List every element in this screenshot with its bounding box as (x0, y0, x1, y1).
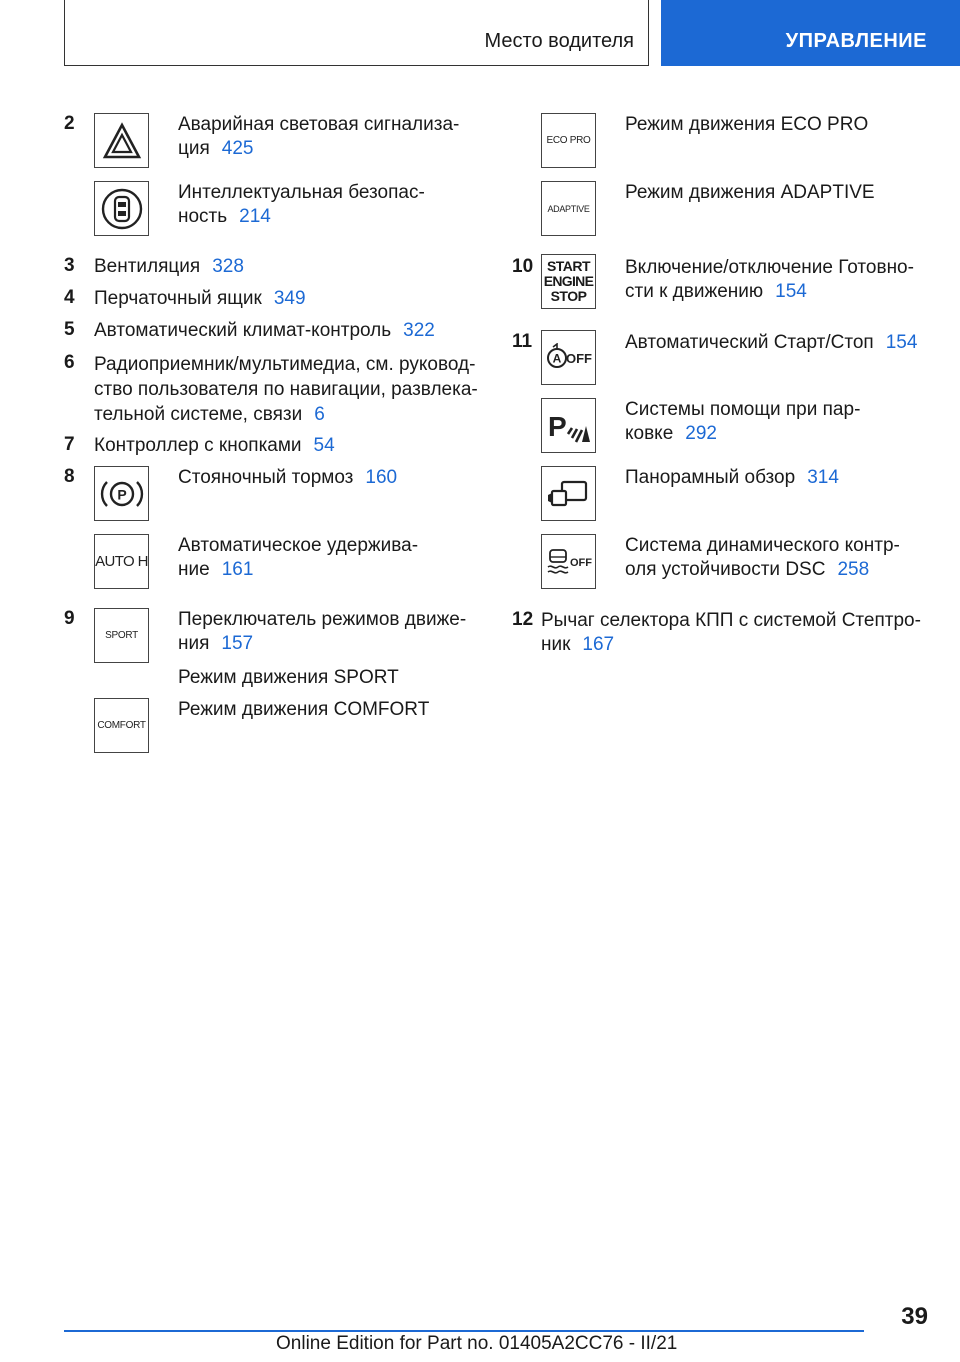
page-link[interactable]: 314 (807, 467, 839, 488)
svg-text:P: P (116, 486, 127, 502)
climate-text: Автоматический климат-контроль 322 (94, 320, 435, 341)
page-link[interactable]: 425 (221, 138, 254, 159)
auto-start-stop-text: Автоматический Старт/Стоп 154 (625, 332, 918, 353)
item-number: 11 (512, 331, 533, 352)
page-link[interactable]: 161 (221, 559, 254, 580)
dsc-off-icon (541, 534, 596, 589)
parking-brake-icon (94, 466, 149, 521)
selector-lever-text: Рычаг селектора КПП с системой Стептро- ник 167 (541, 610, 921, 655)
start-stop-button-icon: START ENGINE STOP (541, 254, 596, 309)
page-link[interactable]: 258 (837, 559, 870, 580)
intelligent-safety-icon (94, 181, 149, 236)
svg-text:OFF: OFF (565, 350, 592, 366)
item-number: 9 (64, 608, 75, 629)
footer-divider (64, 1330, 864, 1332)
start-stop-text: Включение/отключение Готовно- сти к движению 154 (625, 257, 914, 302)
eco-pro-button-icon: ECO PRO (541, 113, 596, 168)
parkbrake-text: Стояночный тормоз 160 (178, 467, 398, 488)
page-link[interactable]: 328 (212, 256, 244, 277)
page-number: 39 (901, 1303, 928, 1330)
item-number: 8 (64, 466, 75, 487)
page-link[interactable]: 154 (775, 281, 807, 302)
hazard-triangle-icon (94, 113, 149, 168)
park-assist-icon (541, 398, 596, 453)
surround-view-icon (541, 466, 596, 521)
comfort-text: Режим движения COMFORT (178, 699, 430, 720)
auto-start-stop-icon (541, 330, 596, 385)
page-link[interactable]: 322 (403, 320, 435, 341)
chapter-title: УПРАВЛЕНИЕ (785, 30, 927, 52)
sport-text: Режим движения SPORT (178, 667, 399, 688)
item-number: 7 (64, 434, 75, 455)
page-link[interactable]: 160 (365, 467, 398, 488)
svg-text:A: A (552, 351, 561, 365)
item-number: 10 (512, 256, 534, 277)
page-link[interactable]: 292 (685, 423, 717, 444)
comfort-button-icon: COMFORT (94, 698, 149, 753)
park-assist-text: Системы помощи при пар- ковке 292 (625, 399, 861, 444)
item-number: 5 (64, 319, 75, 340)
header-section-box (64, 0, 649, 66)
page-link[interactable]: 6 (314, 404, 325, 425)
item-number: 6 (64, 352, 75, 373)
dsc-text: Система динамического контр- оля устойчивости DSC 258 (625, 535, 900, 580)
page-link[interactable]: 154 (885, 332, 918, 353)
adaptive-button-icon: ADAPTIVE (541, 181, 596, 236)
radio-text: Радиоприемник/мультимедиа, см. руковод- ство пользователя по навигации, развлека- тельной системе, связи 6 (94, 354, 478, 425)
item-number: 4 (64, 287, 75, 308)
page-link[interactable]: 349 (273, 288, 306, 309)
ecopro-text: Режим движения ECO PRO (625, 114, 869, 135)
page-link[interactable]: 167 (582, 634, 615, 655)
svg-text:P: P (547, 410, 567, 442)
item-number: 3 (64, 255, 75, 276)
panorama-text: Панорамный обзор 314 (625, 467, 839, 488)
autohold-text: Автоматическое удержива- ние 161 (178, 535, 419, 580)
svg-text:OFF: OFF (569, 556, 592, 569)
modeswitch-text: Переключатель режимов движе- ния 157 (178, 609, 467, 654)
page-link[interactable]: 54 (313, 435, 335, 456)
safety-text: Интеллектуальная безопас- ность 214 (178, 182, 425, 227)
item-number: 12 (512, 609, 534, 630)
sport-button-icon: SPORT (94, 608, 149, 663)
section-title: Место водителя (484, 30, 634, 52)
header-chapter-tab[interactable] (661, 0, 960, 66)
glovebox-text: Перчаточный ящик 349 (94, 288, 306, 309)
hazard-text: Аварийная световая сигнализа- ция 425 (178, 114, 460, 159)
edition-footer: Online Edition for Part no. 01405A2CC76 - II/21 (276, 1333, 678, 1354)
page-link[interactable]: 214 (239, 206, 271, 227)
item-number: 2 (64, 113, 75, 134)
auto-hold-icon: AUTO H (94, 534, 149, 589)
ventilation-text: Вентиляция 328 (94, 256, 244, 277)
controller-text: Контроллер с кнопками 54 (94, 435, 335, 456)
adaptive-text: Режим движения ADAPTIVE (625, 182, 875, 203)
page-link[interactable]: 157 (221, 633, 254, 654)
